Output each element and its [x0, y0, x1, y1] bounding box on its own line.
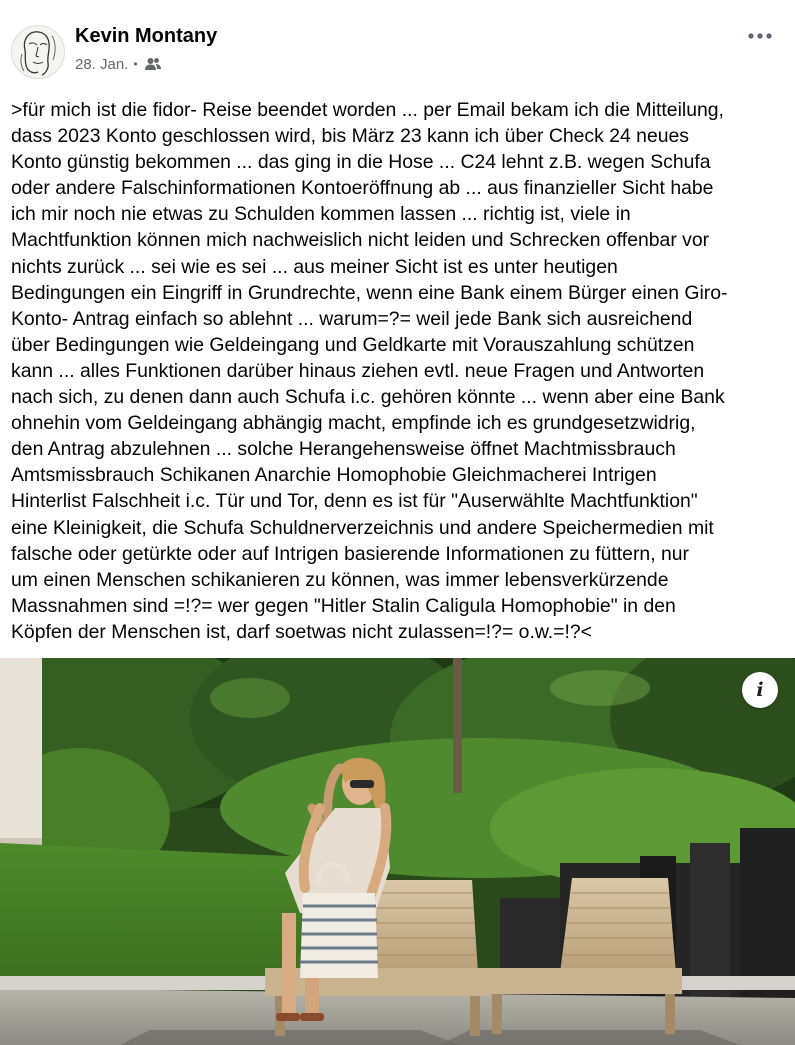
sketch-face-icon: [12, 26, 64, 78]
post-text: >für mich ist die fidor- Reise beendet worden ... per Email bekam ich die Mitteilung, dass 2023 Konto geschlossen wird, bis März 23 kann ich über Check 24 neues Konto günstig bekommen ... das ging in die Hose ... C24 lehnt z.B. wegen Schufa oder andere Falschinformationen Kontoeröffnung ab ... aus finanzieller Sicht habe ich mir noch nie etwas zu Schulden kommen lassen ... richtig ist, viele in Machtfunktion können mich nachweislich nicht leiden und Schrecken offenbar vor nichts zurück ... sei wie es sei ... aus meiner Sicht ist es unter heutigen Bedingungen ein Eingriff in Grundrechte, wenn eine Bank einem Bürger einen Giro- Konto- Antrag einfach so ablehnt ... warum=?= weil jede Bank sich ausreichend über Bedingungen wie Geldeingang und Geldkarte mit Vorauszahlung schützen kann ... alles Funktionen darüber hinaus ziehen evtl. neue Fragen und Antworten nach sich, zu denen dann auch Schufa i.c. gehören könnte ... wenn aber eine Bank ohnehin vom Geldeingang abhängig macht, empfinde ich es grundgesetzwidrig, den Antrag abzulehnen ... solche Herangehensweise öffnet Machtmissbrauch Amtsmissbrauch Schikanen Anarchie Homophobie Gleichmacherei Intrigen Hinterlist Falschheit i.c. Tür und Tor, denn es ist für "Auserwählte Machtfunktion" eine Kleinigkeit, die Schufa Schuldnerverzeichnis und andere Speichermedien mit falsche oder getürkte oder auf Intrigen basierende Informationen zu füttern, nur um einen Menschen schikanieren zu können, was immer lebensverkürzende Massnahmen sind =!?= wer gegen "Hitler Stalin Caligula Homophobie" in den Köpfen der Menschen ist, darf soetwas nicht zulassen=!?= o.w.=!?<: [11, 99, 728, 643]
avatar[interactable]: [11, 25, 65, 79]
author-name[interactable]: Kevin Montany: [75, 25, 218, 47]
more-options-icon: [748, 33, 772, 39]
more-options-button[interactable]: [744, 24, 776, 48]
post-date[interactable]: 28. Jan.: [75, 55, 129, 73]
meta-separator: •: [133, 57, 138, 71]
photo-info-button[interactable]: [742, 672, 778, 708]
info-icon: i: [756, 679, 764, 701]
post-meta: [75, 54, 162, 74]
post-photo[interactable]: [0, 658, 795, 1045]
friends-icon[interactable]: [144, 57, 162, 71]
post-header: [0, 0, 795, 90]
